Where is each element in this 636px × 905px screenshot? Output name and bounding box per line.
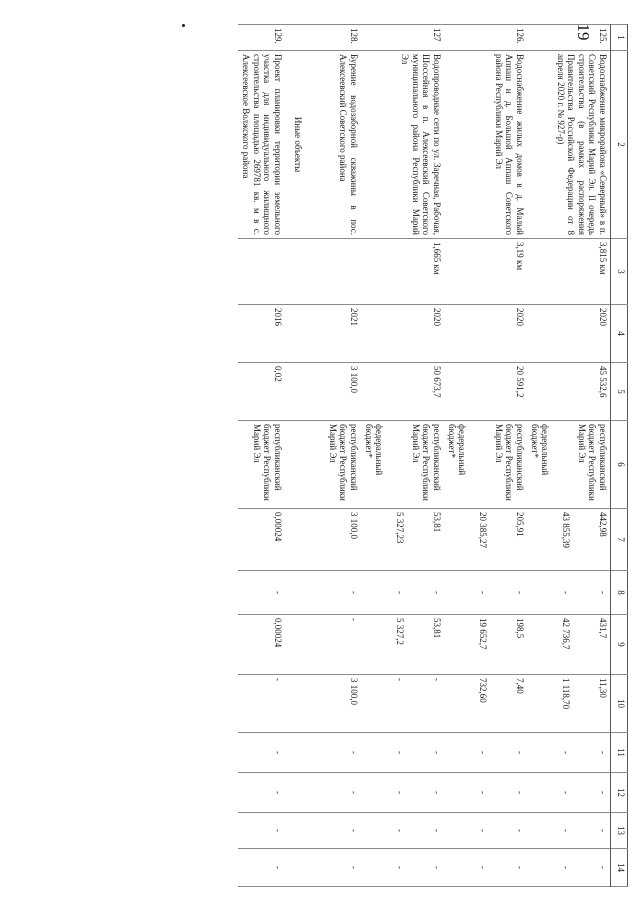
estimated-cost: 3 100,0 — [325, 363, 361, 421]
col-8-value: - — [561, 591, 572, 594]
col-14-value: - — [432, 866, 443, 869]
row-number: 129. — [238, 25, 284, 51]
row-empty-cell — [285, 239, 326, 305]
col-12-value: - — [561, 791, 572, 794]
table-row — [238, 25, 284, 887]
col-8-value: - — [349, 591, 360, 594]
row-number: 128. — [325, 25, 361, 51]
col-9-value-cell — [361, 615, 444, 675]
funding-source: республиканский бюджет Республики Марий Эл — [251, 424, 283, 501]
object-name: Проект планировки территории земельного участка для индивидуального жилищного строительства площадью 269781 кв. м в с. Алексеевское Волжского района — [238, 51, 284, 239]
col-14-value-cell — [527, 849, 610, 887]
col-10-value: 3 100,0 — [349, 678, 360, 705]
funding-source-cell — [361, 421, 444, 509]
capacity — [325, 239, 361, 305]
table-row — [325, 25, 361, 887]
col-11-value: - — [478, 751, 489, 754]
capacity — [238, 239, 284, 305]
col-10-value: 1 118,70 — [561, 678, 572, 710]
row-empty-cell — [285, 615, 326, 675]
col-11-value-cell — [361, 733, 444, 773]
col-14-value-cell — [238, 849, 284, 887]
table-header-row — [611, 25, 628, 887]
col-12-value: - — [432, 791, 443, 794]
object-name: Водоснабжение микрорайона «Северный» в п. Советский Республики Марий Эл. II очередь строительства (в рамках распоряжения Правительства Российской Федерации от 8 апреля 2020 г. № 927-р) — [527, 51, 610, 239]
total-amount: 53,81 — [432, 512, 443, 533]
table-row — [361, 25, 444, 887]
col-13-value-cell — [444, 813, 527, 849]
group-label: Иные объекты — [285, 51, 326, 239]
funding-source: федеральный бюджет* — [446, 424, 468, 476]
funding-source: федеральный бюджет* — [529, 424, 551, 476]
estimated-cost: 0,02 — [238, 363, 284, 421]
object-name: Бурение водозаборной скважины в пос. Алексеевский Советского района — [325, 51, 361, 239]
funding-source: республиканский бюджет Республики Марий Эл — [327, 424, 360, 501]
col-12-value: - — [349, 791, 360, 794]
col-9-value: 53,81 — [432, 618, 443, 639]
col-9-value-cell — [444, 615, 527, 675]
column-header: 1 — [611, 25, 628, 51]
col-14-value: - — [272, 866, 283, 869]
row-empty-cell — [285, 773, 326, 813]
column-header: 13 — [611, 813, 628, 849]
col-11-value: - — [515, 751, 526, 754]
col-10-value: 732,60 — [478, 678, 489, 703]
year: 2021 — [325, 305, 361, 363]
col-9-value: 42 736,7 — [561, 618, 572, 650]
col-10-value: - — [432, 678, 443, 681]
col-14-value: - — [349, 866, 360, 869]
col-10-value: - — [272, 678, 283, 681]
estimated-cost: 50 673,7 — [361, 363, 444, 421]
col-14-value: - — [598, 866, 608, 869]
funding-source-cell — [238, 421, 284, 509]
funding-source-cell — [444, 421, 527, 509]
col-8-value-cell — [361, 571, 444, 615]
row-empty-cell — [285, 813, 326, 849]
col-9-value: - — [349, 618, 360, 621]
row-number: 125. — [527, 25, 610, 51]
estimated-cost: 45 532,6 — [527, 363, 610, 421]
row-empty-cell — [285, 305, 326, 363]
total-amount-cell — [444, 509, 527, 571]
col-11-value-cell — [444, 733, 527, 773]
col-13-value-cell — [527, 813, 610, 849]
col-12-value-cell — [361, 773, 444, 813]
col-11-value-cell — [238, 733, 284, 773]
col-8-value-cell — [238, 571, 284, 615]
col-14-value-cell — [325, 849, 361, 887]
col-14-value: - — [515, 866, 526, 869]
col-10-value: 7,40 — [515, 678, 526, 694]
col-13-value: - — [432, 829, 443, 832]
funding-source: федеральный бюджет* — [363, 424, 385, 476]
col-10-value: - — [395, 678, 406, 681]
col-11-value: - — [432, 751, 443, 754]
column-header: 7 — [611, 509, 628, 571]
column-header: 5 — [611, 363, 628, 421]
total-amount: 43 855,39 — [561, 512, 572, 548]
col-13-value: - — [272, 829, 283, 832]
table-row — [285, 25, 326, 887]
col-13-value-cell — [238, 813, 284, 849]
row-empty-cell — [285, 509, 326, 571]
funding-source: республиканский бюджет Республики Марий Эл — [493, 424, 526, 501]
year: 2020 — [361, 305, 444, 363]
col-11-value: - — [395, 751, 406, 754]
page-number: 19 — [574, 23, 593, 41]
col-13-value: - — [561, 829, 572, 832]
col-9-value-cell — [325, 615, 361, 675]
col-10-value: 11,30 — [598, 678, 608, 698]
col-9-value: 0,00024 — [272, 618, 283, 648]
funding-source: республиканский бюджет Республики Марий Эл — [576, 424, 608, 501]
table-row — [444, 25, 527, 887]
rotated-page — [114, 24, 628, 886]
col-11-value: - — [598, 751, 608, 754]
col-9-value-cell — [238, 615, 284, 675]
year: 2020 — [444, 305, 527, 363]
column-header: 14 — [611, 849, 628, 887]
col-11-value: - — [272, 751, 283, 754]
col-8-value: - — [272, 591, 283, 594]
funding-source: республиканский бюджет Республики Марий Эл — [410, 424, 443, 501]
row-empty-cell — [285, 421, 326, 509]
col-9-value: 431,7 — [598, 618, 608, 639]
estimated-cost: 20 591,2 — [444, 363, 527, 421]
row-empty-cell — [285, 571, 326, 615]
column-header: 8 — [611, 571, 628, 615]
col-12-value: - — [515, 791, 526, 794]
table-row — [527, 25, 610, 887]
object-name: Водоснабжение жилых домов в д. Малый Аппаш и д. Большой Аппаш Советского района Республики Марий Эл — [444, 51, 527, 239]
row-empty-cell — [285, 849, 326, 887]
col-8-value: - — [598, 591, 608, 594]
col-9-value-cell — [527, 615, 610, 675]
row-empty-cell — [285, 733, 326, 773]
col-12-value: - — [395, 791, 406, 794]
col-12-value: - — [272, 791, 283, 794]
col-13-value: - — [349, 829, 360, 832]
col-11-value-cell — [527, 733, 610, 773]
col-12-value: - — [598, 791, 608, 794]
column-header: 9 — [611, 615, 628, 675]
col-13-value-cell — [325, 813, 361, 849]
row-empty-cell — [285, 25, 326, 51]
col-13-value: - — [598, 829, 608, 832]
col-12-value-cell — [238, 773, 284, 813]
col-12-value-cell — [527, 773, 610, 813]
col-14-value-cell — [444, 849, 527, 887]
col-8-value: - — [432, 591, 443, 594]
col-8-value: - — [515, 591, 526, 594]
total-amount: 20 385,27 — [478, 512, 489, 548]
col-9-value: 19 652,7 — [478, 618, 489, 650]
capacity: 1,665 км — [361, 239, 444, 305]
column-header: 11 — [611, 733, 628, 773]
column-header: 4 — [611, 305, 628, 363]
capacity: 3,815 км — [527, 239, 610, 305]
column-header: 3 — [611, 239, 628, 305]
col-9-value: 5 327,2 — [395, 618, 406, 645]
total-amount-cell — [325, 509, 361, 571]
row-empty-cell — [285, 363, 326, 421]
col-8-value-cell — [444, 571, 527, 615]
col-12-value-cell — [444, 773, 527, 813]
total-amount: 5 327,23 — [395, 512, 406, 544]
total-amount: 442,98 — [598, 512, 608, 537]
col-11-value: - — [349, 751, 360, 754]
total-amount-cell — [527, 509, 610, 571]
total-amount: 205,91 — [515, 512, 526, 537]
col-8-value: - — [478, 591, 489, 594]
total-amount: 0,00024 — [272, 512, 283, 542]
capacity: 3,19 км — [444, 239, 527, 305]
total-amount: 3 100,0 — [349, 512, 360, 539]
col-11-value-cell — [325, 733, 361, 773]
col-14-value: - — [478, 866, 489, 869]
object-name: Водопроводные сети по ул. Заречная, Рабочая, Шоссейная в п. Алексеевский Советского муниципального района Республики Марий Эл — [361, 51, 444, 239]
col-10-value-cell — [238, 675, 284, 733]
total-amount-cell — [361, 509, 444, 571]
investment-table — [238, 24, 628, 887]
column-header: 2 — [611, 51, 628, 239]
row-empty-cell — [285, 675, 326, 733]
funding-source-cell — [325, 421, 361, 509]
col-11-value: - — [561, 751, 572, 754]
col-10-value-cell — [325, 675, 361, 733]
col-13-value: - — [395, 829, 406, 832]
col-14-value: - — [395, 866, 406, 869]
col-8-value-cell — [325, 571, 361, 615]
column-header: 6 — [611, 421, 628, 509]
column-header: 12 — [611, 773, 628, 813]
row-number: 126. — [444, 25, 527, 51]
col-10-value-cell — [527, 675, 610, 733]
col-8-value: - — [395, 591, 406, 594]
year: 2016 — [238, 305, 284, 363]
col-8-value-cell — [527, 571, 610, 615]
col-12-value-cell — [325, 773, 361, 813]
col-10-value-cell — [361, 675, 444, 733]
col-13-value: - — [515, 829, 526, 832]
col-13-value-cell — [361, 813, 444, 849]
col-10-value-cell — [444, 675, 527, 733]
col-13-value: - — [478, 829, 489, 832]
col-9-value: 198,5 — [515, 618, 526, 639]
column-header: 10 — [611, 675, 628, 733]
col-12-value: - — [478, 791, 489, 794]
col-14-value-cell — [361, 849, 444, 887]
year: 2020 — [527, 305, 610, 363]
col-14-value: - — [561, 866, 572, 869]
funding-source-cell — [527, 421, 610, 509]
row-number: 127 — [361, 25, 444, 51]
total-amount-cell — [238, 509, 284, 571]
